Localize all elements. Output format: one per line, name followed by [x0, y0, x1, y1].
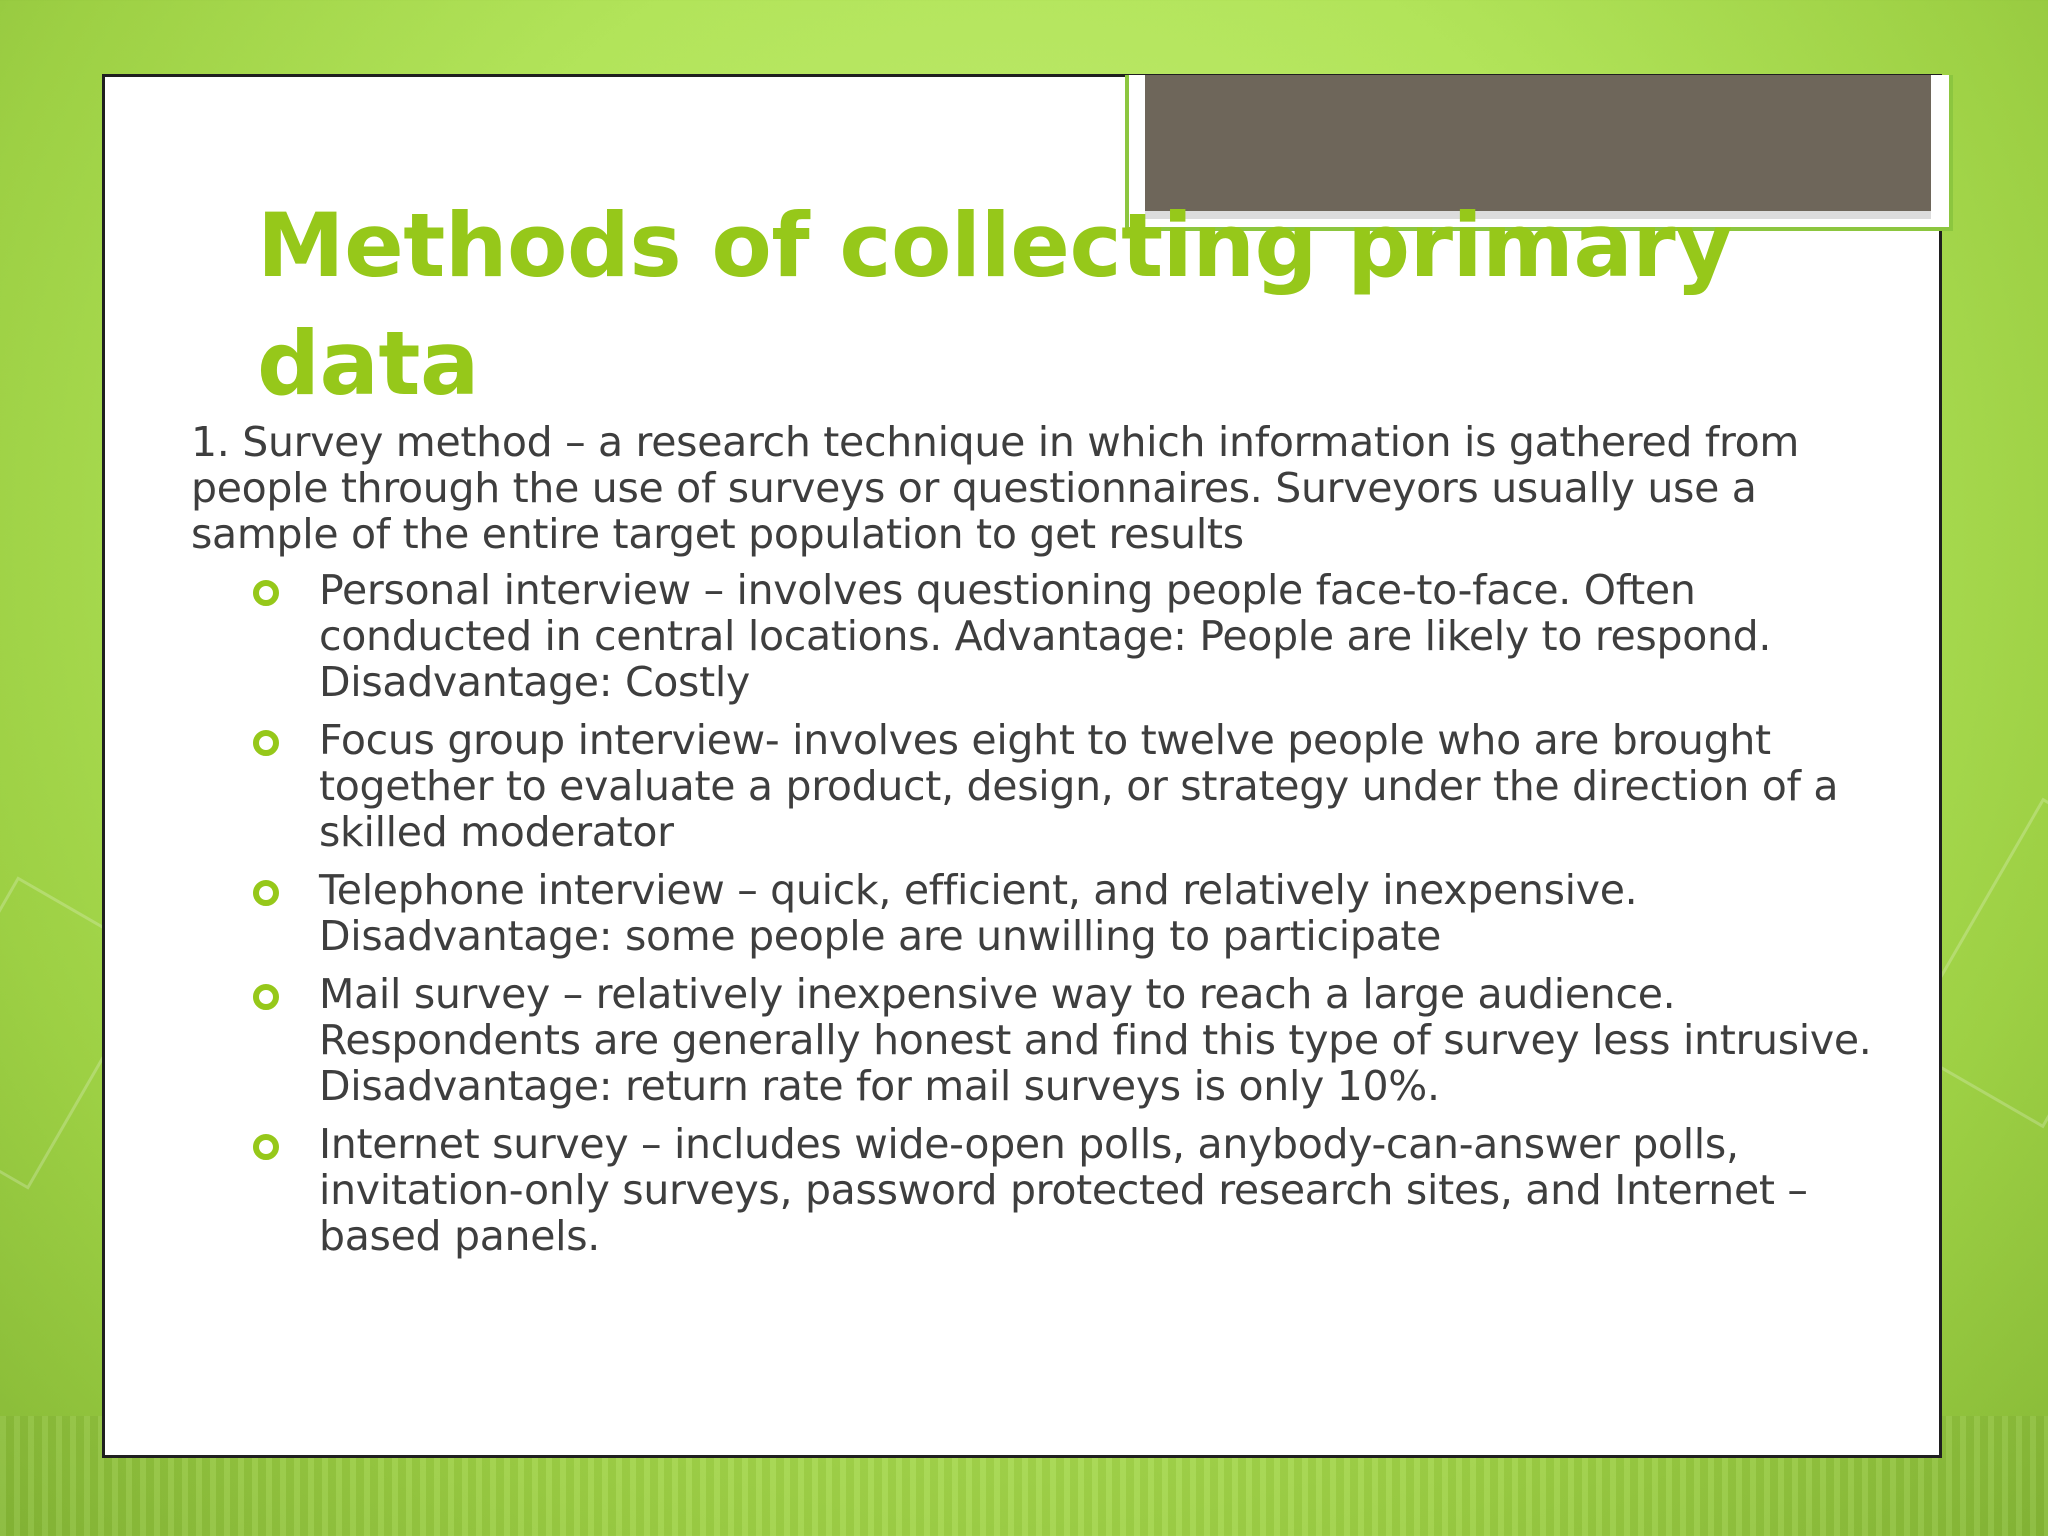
bullet-text: Mail survey – relatively inexpensive way to reach a large audience. Respondents are generally honest and find this type of survey less intrusive. Disadvantage: return rate for mail surveys is only 10%.	[319, 970, 1872, 1110]
hollow-circle-bullet-icon	[253, 984, 279, 1010]
bullet-text: Personal interview – involves questioning people face-to-face. Often conducted in central locations. Advantage: People are likely to respond. Disadvantage: Costly	[319, 566, 1772, 706]
list-item	[191, 717, 1891, 855]
list-item	[191, 867, 1891, 959]
bullet-text: Telephone interview – quick, efficient, and relatively inexpensive. Disadvantage: some people are unwilling to participate	[319, 866, 1638, 960]
hollow-circle-bullet-icon	[253, 580, 279, 606]
list-item	[191, 1121, 1891, 1259]
bullet-text: Internet survey – includes wide-open polls, anybody-can-answer polls, invitation-only surveys, password protected research sites, and Internet – based panels.	[319, 1120, 1808, 1260]
survey-types-list	[191, 567, 1891, 1259]
slide-content-panel	[102, 74, 1942, 1458]
hollow-circle-bullet-icon	[253, 1134, 279, 1160]
slide-title: Methods of collecting primary data	[257, 194, 1733, 415]
list-item	[191, 971, 1891, 1109]
slide-body	[191, 419, 1891, 1271]
list-item	[191, 567, 1891, 705]
hollow-circle-bullet-icon	[253, 730, 279, 756]
hollow-circle-bullet-icon	[253, 880, 279, 906]
survey-method-intro: 1. Survey method – a research technique in which information is gathered from people through the use of surveys or questionnaires. Surveyors usually use a sample of the entire target population to get results	[191, 418, 1800, 558]
bullet-text: Focus group interview- involves eight to twelve people who are brought together to evaluate a product, design, or strategy under the direction of a skilled moderator	[319, 716, 1839, 856]
